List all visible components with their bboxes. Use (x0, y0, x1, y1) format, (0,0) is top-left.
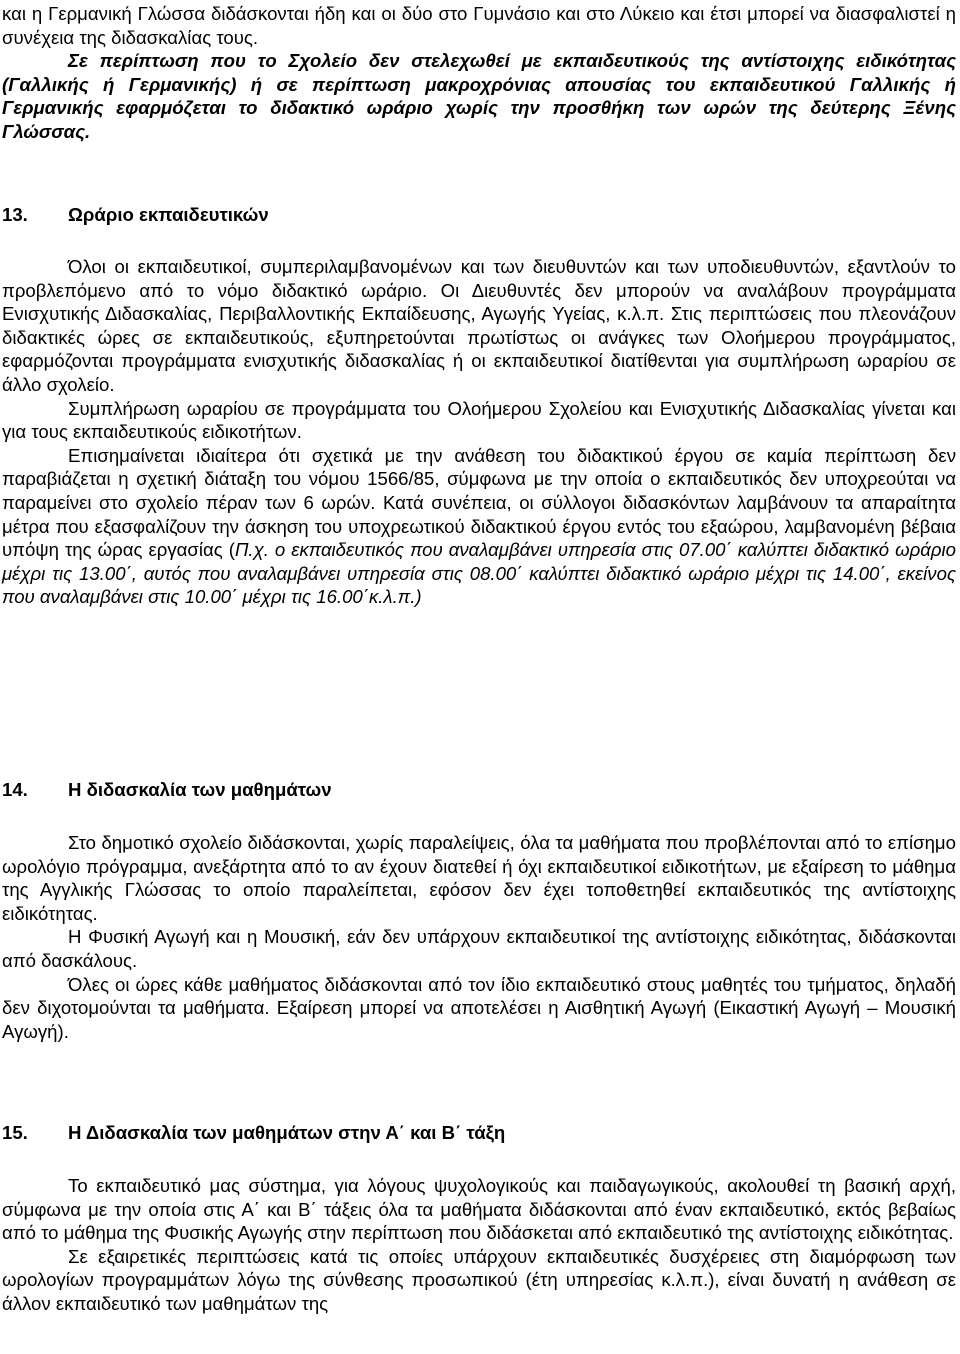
section-14-title: Η διδασκαλία των μαθημάτων (68, 779, 332, 800)
section-14-heading (2, 778, 956, 802)
section-14-body (2, 831, 956, 1043)
section-15-number: 15. (2, 1122, 28, 1143)
section-14-number: 14. (2, 779, 28, 800)
section-13-title: Ωράριο εκπαιδευτικών (68, 204, 269, 225)
section-13-paragraph-2: Συμπλήρωση ωραρίου σε προγράμματα του Ολοήμερου Σχολείου και Ενισχυτικής Διδασκαλίας γίνεται και για τους εκπαιδευτικούς ειδικοτήτων. (2, 397, 956, 443)
section-13-paragraph-1: Όλοι οι εκπαιδευτικοί, συμπεριλαμβανομένων και των διευθυντών και των υποδιευθυντών, εξαντλούν το προβλεπόμενο από το νόμο διδακτικό ωράριο. Οι Διευθυντές δεν μπορούν να αναλάβουν προγράμματα Ενισχυτικής Διδασκαλίας, Περιβαλλοντικής Εκπαίδευσης, Αγωγής Υγείας, κ.λ.π. Στις περιπτώσεις που πλεονάζουν διδακτικές ώρες σε εκπαιδευτικούς, εξυπηρετούνται πρωτίστως οι ανάγκες των Ολοήμερου προγράμματος, εφαρμόζονται προγράμματα ενισχυτικής διδασκαλίας ή οι εκπαιδευτικοί διατίθενται για συμπλήρωση ωραρίου σε άλλο σχολείο. (2, 256, 956, 395)
section-13-paragraph-3-text: Επισημαίνεται ιδιαίτερα ότι σχετικά με την ανάθεση του διδακτικού έργου σε καμία περίπτωση δεν παραβιάζεται η σχετική διάταξη του νόμου 1566/85, σύμφωνα με την οποία ο εκπαιδευτικός δεν υποχρεούται να παραμείνει στο σχολείο πέραν των 6 ωρών. Κατά συνέπεια, οι σύλλογοι διδασκόντων λαμβάνουν τα απαραίτητα μέτρα που εξασφαλίζουν την άσκηση του υποχρεωτικού διδακτικού έργου εντός του εξαώρου, λαμβανομένη βέβαια υπόψη της ώρας εργασίας ( (2, 444, 956, 561)
section-15-heading (2, 1121, 956, 1145)
section-13-heading (2, 203, 956, 227)
section-13-number: 13. (2, 204, 28, 225)
section-14-paragraph-2: Η Φυσική Αγωγή και η Μουσική, εάν δεν υπάρχουν εκπαιδευτικοί της αντίστοιχης ειδικότητας, διδάσκονται από δασκάλους. (2, 926, 956, 971)
section-13-body (2, 255, 956, 609)
section-13-paragraph-3-example: Π.χ. ο εκπαιδευτικός που αναλαμβάνει υπηρεσία στις 07.00΄ καλύπτει διδακτικό ωράριο μέχρι τις 13.00΄, αυτός που αναλαμβάνει υπηρεσία στις 08.00΄ καλύπτει διδακτικό ωράριο μέχρι τις 14.00΄, εκείνος που αναλαμβάνει στις 10.00΄ μέχρι τις 16.00΄κ.λ.π.) (2, 539, 956, 608)
intro-block (2, 2, 956, 144)
intro-note-paragraph: Σε περίπτωση που το Σχολείο δεν στελεχωθεί με εκπαιδευτικούς της αντίστοιχης ειδικότητας (Γαλλικής ή Γερμανικής) ή σε περίπτωση μακροχρόνιας απουσίας του εκπαιδευτικού Γαλλικής ή Γερμανικής εφαρμόζεται το διδακτικό ωράριο χωρίς την προσθήκη των ωρών της δεύτερης Ξένης Γλώσσας. (2, 50, 956, 142)
section-15-body (2, 1174, 956, 1316)
section-15-paragraph-1: Το εκπαιδευτικό μας σύστημα, για λόγους ψυχολογικούς και παιδαγωγικούς, ακολουθεί τη βασική αρχή, σύμφωνα με την οποία στις Α΄ και Β΄ τάξεις όλα τα μαθήματα διδάσκονται από έναν εκπαιδευτικό, εκτός βεβαίως από το μάθημα της Φυσικής Αγωγής στην περίπτωση που διδάσκεται από εκπαιδευτικό της αντίστοιχης ειδικότητας. (2, 1175, 956, 1244)
section-14-paragraph-3: Όλες οι ώρες κάθε μαθήματος διδάσκονται από τον ίδιο εκπαιδευτικό στους μαθητές του τμήματος, δηλαδή δεν διχοτομούνται τα μαθήματα. Εξαίρεση μπορεί να αποτελέσει η Αισθητική Αγωγή (Εικαστική Αγωγή – Μουσική Αγωγή). (2, 973, 956, 1042)
section-15-title: Η Διδασκαλία των μαθημάτων στην Α΄ και Β΄ τάξη (68, 1122, 506, 1143)
section-14-paragraph-1: Στο δημοτικό σχολείο διδάσκονται, χωρίς παραλείψεις, όλα τα μαθήματα που προβλέπονται από το επίσημο ωρολόγιο πρόγραμμα, ανεξάρτητα από το αν έχουν διατεθεί ή όχι εκπαιδευτικοί ειδικοτήτων, με εξαίρεση το μάθημα της Αγγλικής Γλώσσας το οποίο παραλείπεται, εφόσον δεν έχει τοποθετηθεί εκπαιδευτικός της αντίστοιχης ειδικότητας. (2, 832, 956, 924)
intro-paragraph: και η Γερμανική Γλώσσα διδάσκονται ήδη και οι δύο στο Γυμνάσιο και στο Λύκειο και έτσι μπορεί να διασφαλιστεί η συνέχεια της διδασκαλίας τους. (2, 3, 956, 48)
section-15-paragraph-2: Σε εξαιρετικές περιπτώσεις κατά τις οποίες υπάρχουν εκπαιδευτικές δυσχέρειες στη διαμόρφωση των ωρολογίων προγραμμάτων λόγω της σύνθεσης προσωπικού (έτη υπηρεσίας κ.λ.π.), είναι δυνατή η ανάθεση σε άλλον εκπαιδευτικό των μαθημάτων της (2, 1245, 956, 1314)
section-13-paragraph-3 (2, 444, 956, 609)
